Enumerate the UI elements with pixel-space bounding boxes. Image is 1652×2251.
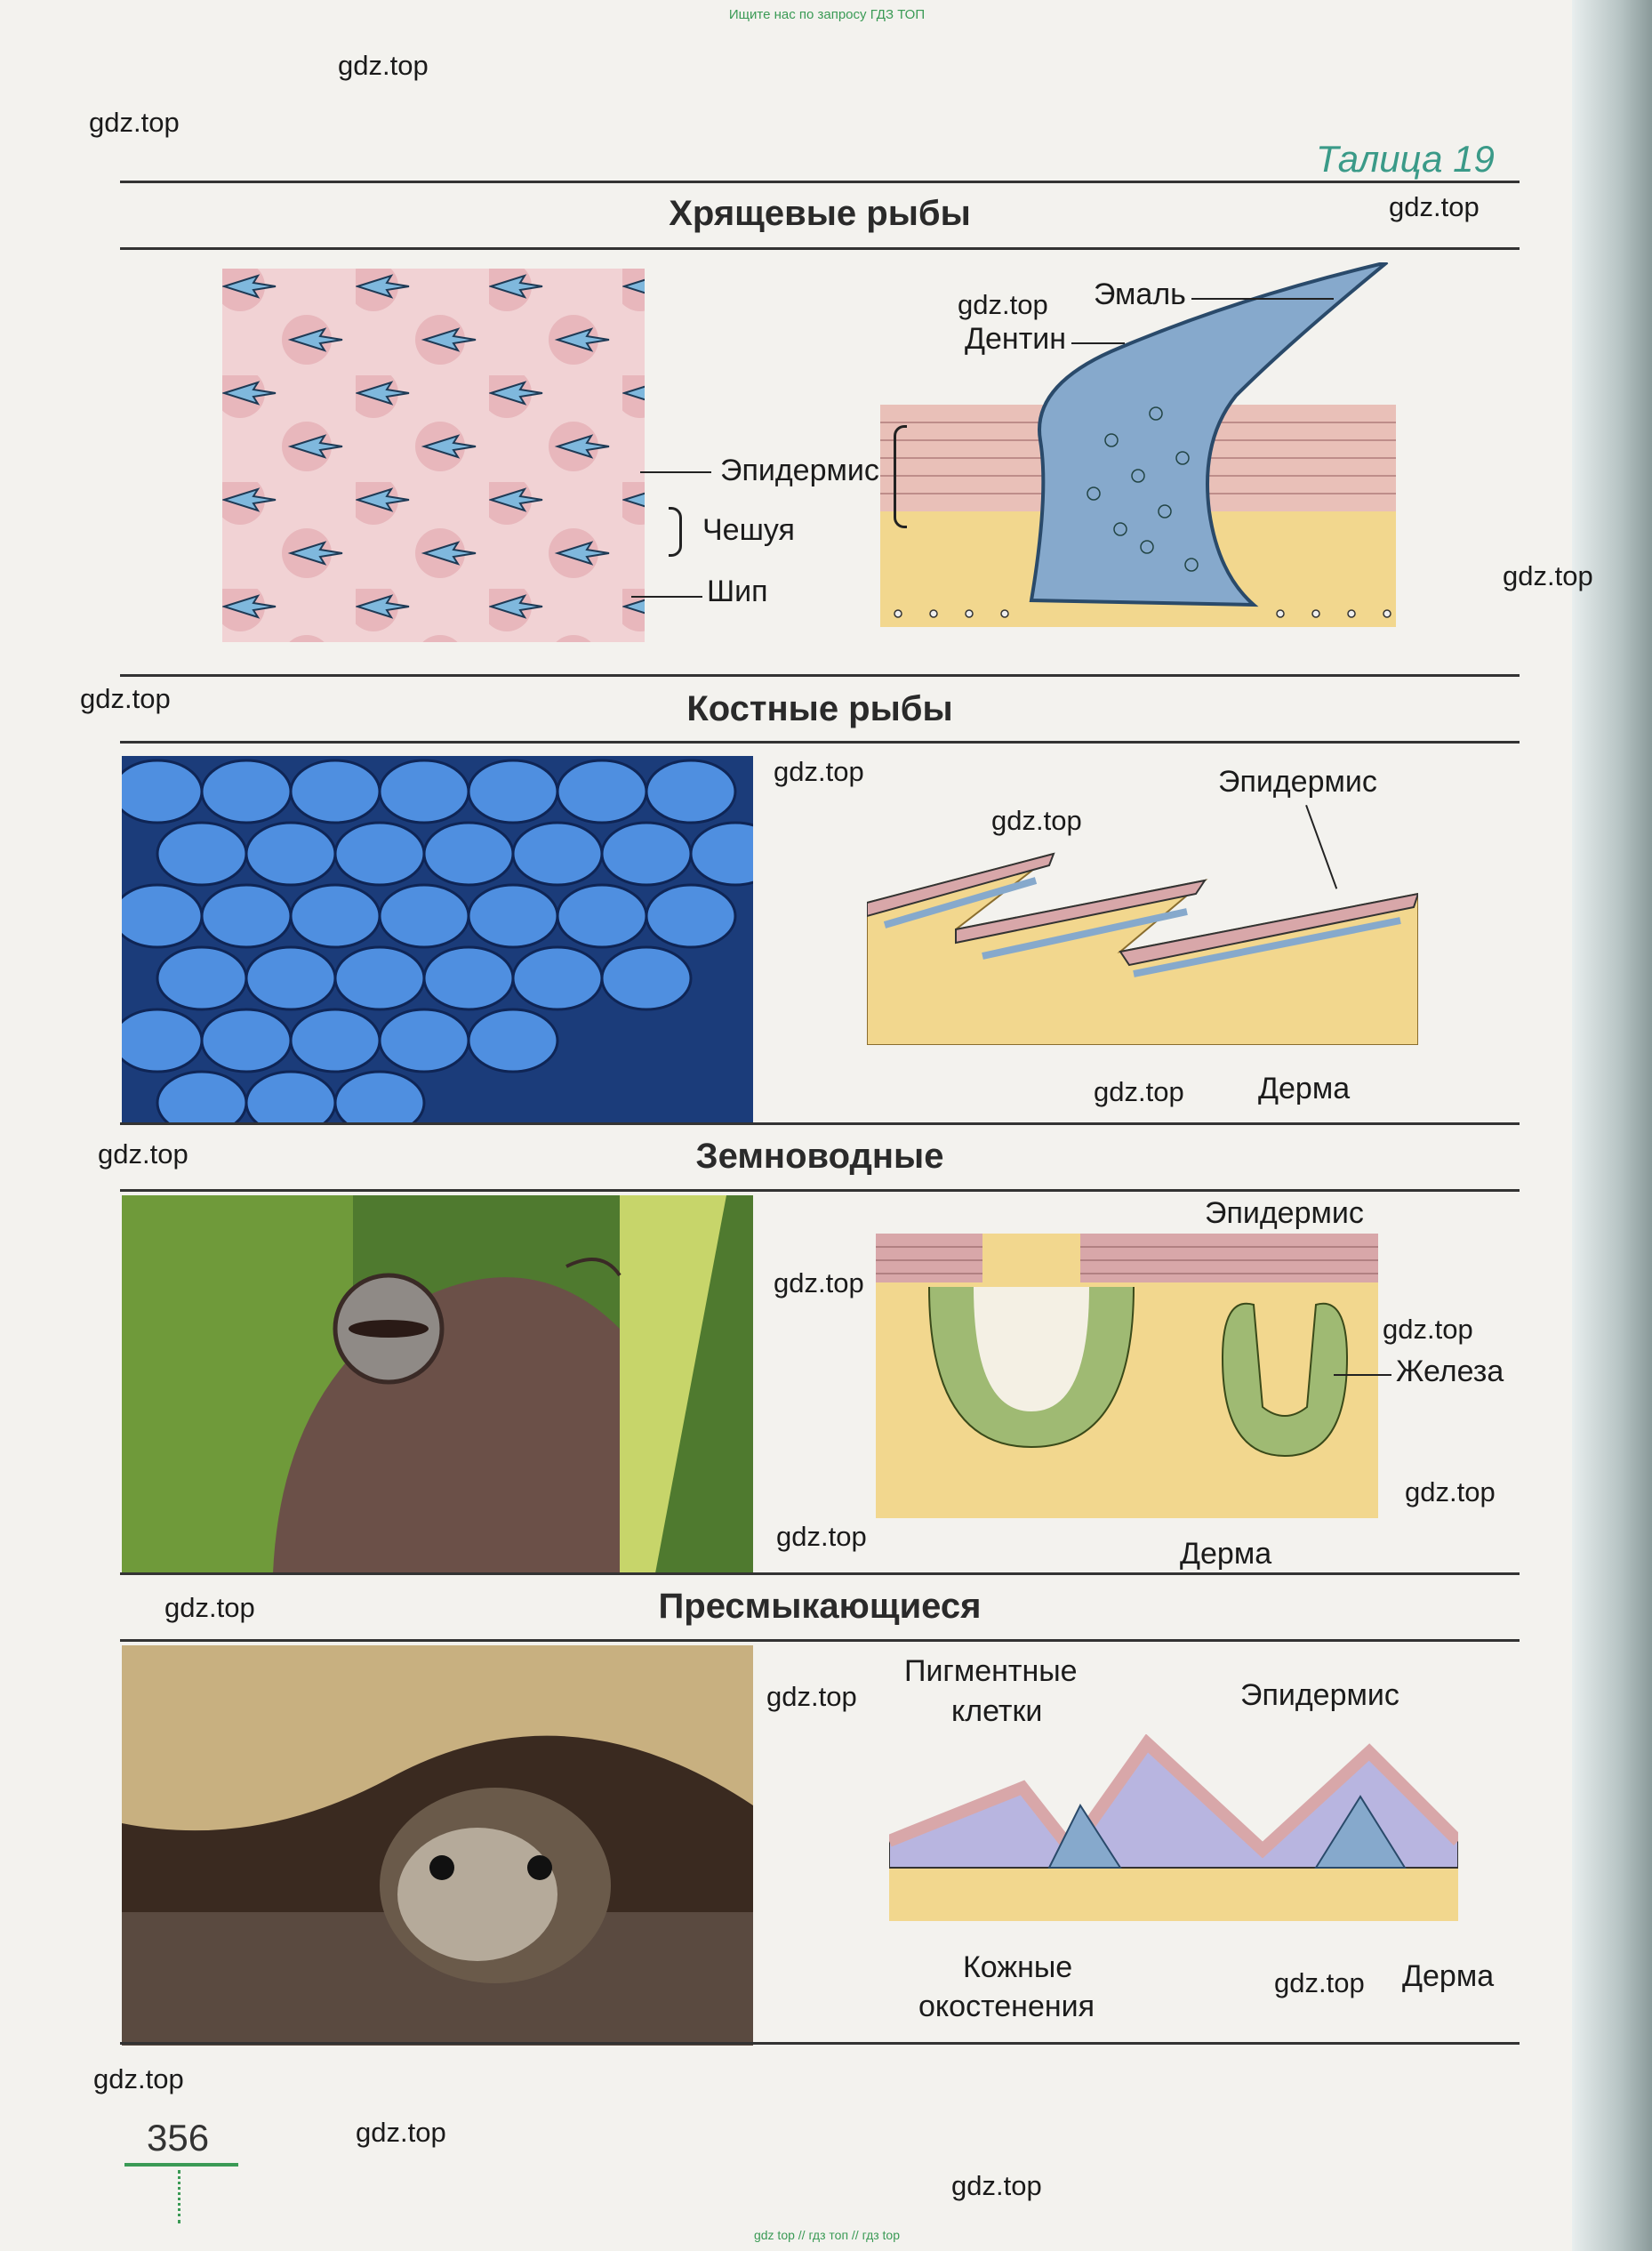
- top-banner: Ищите нас по запросу ГДЗ ТОП: [728, 7, 926, 22]
- page-number-tick: [178, 2170, 180, 2223]
- label-epidermis-s2: Эпидермис: [1218, 765, 1377, 799]
- section-rule: [120, 741, 1520, 744]
- section-rule: [120, 1639, 1520, 1642]
- section-rule: [120, 247, 1520, 250]
- watermark: gdz.top: [164, 1592, 255, 1623]
- watermark: gdz.top: [774, 756, 864, 787]
- section-title-reptiles: Пресмыкающиеся: [658, 1587, 982, 1626]
- watermark: gdz.top: [1274, 1967, 1365, 1998]
- watermark: gdz.top: [1389, 191, 1480, 222]
- leader-line: [1334, 1374, 1391, 1376]
- table-title: Талица 19: [1316, 138, 1495, 180]
- frog-photo: [122, 1195, 753, 1573]
- page-number-underline: [124, 2163, 238, 2167]
- label-spine: Шип: [707, 575, 768, 608]
- watermark: gdz.top: [951, 2170, 1042, 2201]
- watermark: gdz.top: [356, 2117, 446, 2148]
- section-rule: [120, 1572, 1520, 1575]
- label-pigment-cells-line1: Пигментные: [904, 1654, 1078, 1688]
- label-dentin: Дентин: [965, 322, 1067, 356]
- label-dermis-s4: Дерма: [1402, 1959, 1495, 1993]
- footer-text: gdz top // гдз топ // гдз top: [753, 2228, 901, 2242]
- section-rule: [120, 1189, 1520, 1192]
- label-epidermis-s1: Эпидермис: [720, 454, 879, 487]
- watermark: gdz.top: [776, 1521, 867, 1552]
- section-title-cartilaginous-fish: Хрящевые рыбы: [669, 194, 971, 233]
- label-pigment-cells-line2: клетки: [951, 1694, 1043, 1728]
- section-rule: [120, 1122, 1520, 1125]
- right-page-edge: [1572, 0, 1652, 2251]
- section-rule: [120, 181, 1520, 183]
- watermark: gdz.top: [991, 805, 1082, 836]
- shark-skin-scales-illustration: [222, 269, 645, 642]
- section-rule: [120, 674, 1520, 677]
- label-dermis-s3: Дерма: [1180, 1537, 1272, 1571]
- watermark: gdz.top: [80, 683, 171, 714]
- watermark: gdz.top: [958, 289, 1048, 320]
- page-number: 356: [147, 2117, 210, 2159]
- section-title-amphibians: Земноводные: [695, 1137, 944, 1176]
- bracket: [894, 425, 907, 528]
- snake-photo: [122, 1645, 753, 2046]
- section-title-bony-fish: Костные рыбы: [686, 689, 953, 728]
- label-gland: Железа: [1396, 1355, 1504, 1388]
- label-skin-ossifications-line2: окостенения: [918, 1990, 1095, 2023]
- leader-line: [1191, 298, 1334, 300]
- bracket: [669, 507, 682, 557]
- leader-line: [1071, 342, 1125, 344]
- reptile-skin-cross-section: [889, 1734, 1458, 1921]
- watermark: gdz.top: [89, 107, 180, 138]
- label-epidermis-s3: Эпидермис: [1205, 1196, 1364, 1230]
- watermark: gdz.top: [766, 1681, 857, 1712]
- label-skin-ossifications-line1: Кожные: [963, 1950, 1073, 1984]
- label-dermis-s2: Дерма: [1258, 1072, 1351, 1105]
- watermark: gdz.top: [1094, 1076, 1184, 1107]
- watermark: gdz.top: [1383, 1314, 1473, 1345]
- watermark: gdz.top: [1503, 560, 1593, 591]
- leader-line: [631, 596, 702, 598]
- leader-line: [640, 471, 711, 473]
- bony-fish-skin-cross-section: [867, 840, 1418, 1045]
- label-scale: Чешуя: [702, 513, 795, 547]
- amphibian-skin-gland-cross-section: [876, 1234, 1378, 1518]
- watermark: gdz.top: [338, 50, 429, 81]
- watermark: gdz.top: [1405, 1476, 1496, 1507]
- label-enamel: Эмаль: [1094, 277, 1186, 311]
- watermark: gdz.top: [93, 2063, 184, 2094]
- watermark: gdz.top: [774, 1267, 864, 1298]
- section-rule: [120, 2042, 1520, 2045]
- bony-fish-scales-photo: [122, 756, 753, 1125]
- label-epidermis-s4: Эпидермис: [1240, 1678, 1399, 1712]
- watermark: gdz.top: [98, 1138, 188, 1170]
